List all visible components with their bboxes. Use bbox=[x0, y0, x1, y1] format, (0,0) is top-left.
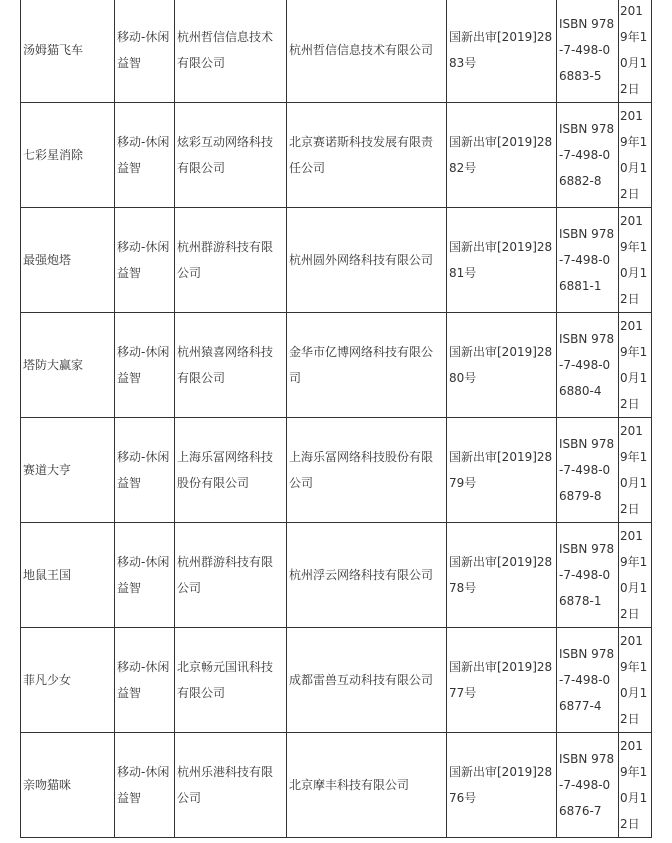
game-name-cell: 菲凡少女 bbox=[21, 628, 115, 733]
publisher-cell: 杭州群游科技有限公司 bbox=[175, 523, 287, 628]
approval-date-cell: 2019年10月12日 bbox=[619, 628, 652, 733]
approval-number-cell: 国新出审[2019]2880号 bbox=[447, 313, 557, 418]
isbn-cell: ISBN 978-7-498-06882-8 bbox=[557, 103, 619, 208]
category-cell: 移动-休闲益智 bbox=[115, 208, 175, 313]
publisher-cell: 杭州猿喜网络科技有限公司 bbox=[175, 313, 287, 418]
game-name-cell: 塔防大赢家 bbox=[21, 313, 115, 418]
table-body bbox=[21, 0, 652, 838]
publisher-cell: 杭州哲信信息技术有限公司 bbox=[175, 0, 287, 103]
game-name-cell: 亲吻猫咪 bbox=[21, 733, 115, 838]
table-row bbox=[21, 733, 652, 838]
publisher-cell: 杭州乐港科技有限公司 bbox=[175, 733, 287, 838]
operator-cell: 金华市亿博网络科技有限公司 bbox=[287, 313, 447, 418]
game-approval-table bbox=[20, 0, 652, 838]
operator-cell: 上海乐冨网络科技股份有限公司 bbox=[287, 418, 447, 523]
approval-number-cell: 国新出审[2019]2879号 bbox=[447, 418, 557, 523]
table-row bbox=[21, 208, 652, 313]
approval-date-cell: 2019年10月12日 bbox=[619, 313, 652, 418]
approval-number-cell: 国新出审[2019]2876号 bbox=[447, 733, 557, 838]
game-name-cell: 赛道大亨 bbox=[21, 418, 115, 523]
publisher-cell: 炫彩互动网络科技有限公司 bbox=[175, 103, 287, 208]
operator-cell: 杭州圆外网络科技有限公司 bbox=[287, 208, 447, 313]
isbn-cell: ISBN 978-7-498-06878-1 bbox=[557, 523, 619, 628]
category-cell: 移动-休闲益智 bbox=[115, 628, 175, 733]
table-row bbox=[21, 313, 652, 418]
publisher-cell: 杭州群游科技有限公司 bbox=[175, 208, 287, 313]
game-name-cell: 地鼠王国 bbox=[21, 523, 115, 628]
approval-number-cell: 国新出审[2019]2881号 bbox=[447, 208, 557, 313]
approval-number-cell: 国新出审[2019]2878号 bbox=[447, 523, 557, 628]
category-cell: 移动-休闲益智 bbox=[115, 103, 175, 208]
approval-number-cell: 国新出审[2019]2877号 bbox=[447, 628, 557, 733]
approval-date-cell: 2019年10月12日 bbox=[619, 0, 652, 103]
isbn-cell: ISBN 978-7-498-06881-1 bbox=[557, 208, 619, 313]
approval-date-cell: 2019年10月12日 bbox=[619, 418, 652, 523]
approval-date-cell: 2019年10月12日 bbox=[619, 523, 652, 628]
category-cell: 移动-休闲益智 bbox=[115, 313, 175, 418]
table-row bbox=[21, 103, 652, 208]
publisher-cell: 北京畅元国讯科技有限公司 bbox=[175, 628, 287, 733]
publisher-cell: 上海乐冨网络科技股份有限公司 bbox=[175, 418, 287, 523]
operator-cell: 北京摩丰科技有限公司 bbox=[287, 733, 447, 838]
isbn-cell: ISBN 978-7-498-06883-5 bbox=[557, 0, 619, 103]
isbn-cell: ISBN 978-7-498-06879-8 bbox=[557, 418, 619, 523]
isbn-cell: ISBN 978-7-498-06876-7 bbox=[557, 733, 619, 838]
table-row bbox=[21, 628, 652, 733]
table-row bbox=[21, 418, 652, 523]
approval-number-cell: 国新出审[2019]2882号 bbox=[447, 103, 557, 208]
table-row bbox=[21, 523, 652, 628]
isbn-cell: ISBN 978-7-498-06880-4 bbox=[557, 313, 619, 418]
table-row bbox=[21, 0, 652, 103]
approval-number-cell: 国新出审[2019]2883号 bbox=[447, 0, 557, 103]
isbn-cell: ISBN 978-7-498-06877-4 bbox=[557, 628, 619, 733]
game-name-cell: 汤姆猫飞车 bbox=[21, 0, 115, 103]
operator-cell: 北京赛诺斯科技发展有限责任公司 bbox=[287, 103, 447, 208]
operator-cell: 杭州哲信信息技术有限公司 bbox=[287, 0, 447, 103]
game-name-cell: 七彩星消除 bbox=[21, 103, 115, 208]
approval-date-cell: 2019年10月12日 bbox=[619, 103, 652, 208]
approval-date-cell: 2019年10月12日 bbox=[619, 733, 652, 838]
category-cell: 移动-休闲益智 bbox=[115, 733, 175, 838]
category-cell: 移动-休闲益智 bbox=[115, 523, 175, 628]
category-cell: 移动-休闲益智 bbox=[115, 0, 175, 103]
operator-cell: 成都雷兽互动科技有限公司 bbox=[287, 628, 447, 733]
game-name-cell: 最强炮塔 bbox=[21, 208, 115, 313]
approval-date-cell: 2019年10月12日 bbox=[619, 208, 652, 313]
operator-cell: 杭州浮云网络科技有限公司 bbox=[287, 523, 447, 628]
category-cell: 移动-休闲益智 bbox=[115, 418, 175, 523]
